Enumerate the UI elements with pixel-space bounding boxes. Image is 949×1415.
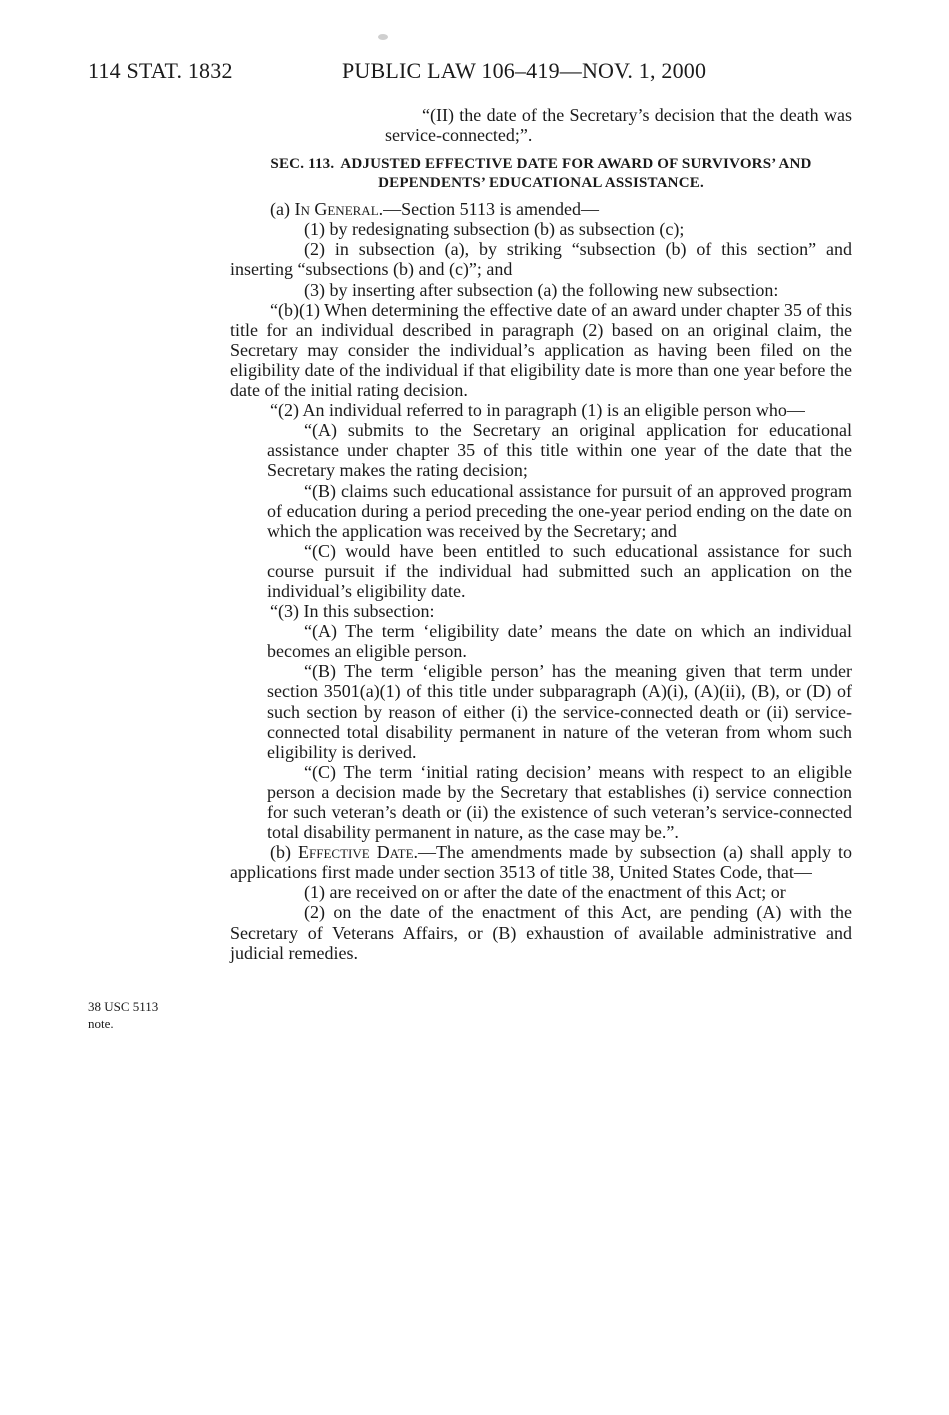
subsection-b-heading: Effective Date.	[298, 842, 419, 863]
subsection-a-heading: In General.	[294, 199, 384, 220]
page-body	[230, 105, 852, 963]
list-item: (1) are received on or after the date of the enactment of this Act; or	[304, 882, 786, 903]
margin-note-label: note.	[88, 1016, 114, 1031]
subsection-a-intro-text: —Section 5113 is amended—	[383, 199, 599, 220]
margin-note	[88, 998, 158, 1032]
list-item: “(B) The term ‘eligible person’ has the meaning given that term under section 3501(a)(1) of this title under subparagraph (A)(i), (A)(ii), (B), or (D) of such section by reason of either (i) the service-connected death or (ii) service-connected total disability permanent in nature of the veteran from whom such eligibility is derived.	[267, 661, 852, 762]
new-paragraph-b1: “(b)(1) When determining the effective date of an award under chapter 35 of this title for an individual described in paragraph (2) based on an original claim, the Secretary may consider the individual’s application as having been filed on the eligibility date of the individual if that eligibility date is more than one year before the date of the initial rating decision.	[230, 299, 852, 401]
subsection-b-designator: (b)	[270, 842, 291, 863]
subsection-a-items	[230, 219, 852, 299]
subsection-b-intro-text: —The amendments made by subsection (a) shall apply to applications first made under section 3513 of title 38, United States Code, that—	[230, 842, 853, 883]
subsection-b-intro	[230, 842, 852, 882]
stat-page-number: 114 STAT. 1832	[88, 58, 233, 83]
list-item: “(C) The term ‘initial rating decision’ means with respect to an eligible person a decision made by the Secretary that establishes (i) service connection for such veteran’s death or (ii) the existence of such veteran’s service-connected total disability permanent in nature, as the case may be.”.	[267, 761, 852, 843]
list-item: “(A) submits to the Secretary an original application for educational assistance under chapter 35 of this title within one year of the date that the Secretary makes the rating decision;	[267, 420, 852, 481]
paragraph-b2-items	[230, 420, 852, 601]
subsection-b-items	[230, 882, 852, 962]
list-item: (1) by redesignating subsection (b) as subsection (c);	[304, 219, 685, 240]
list-item: “(C) would have been entitled to such educational assistance for such course pursuit if the individual had submitted such an application on the individual’s eligibility date.	[267, 540, 852, 601]
margin-note-citation: 38 USC 5113	[88, 999, 159, 1014]
section-heading	[230, 155, 852, 193]
new-paragraph-b2-intro: “(2) An individual referred to in paragraph (1) is an eligible person who—	[270, 400, 805, 421]
list-item: (2) on the date of the enactment of this Act, are pending (A) with the Secretary of Veterans Affairs, or (B) exhaustion of available administrative and judicial remedies.	[230, 902, 852, 963]
subsection-a-intro	[230, 199, 852, 219]
page-mark	[378, 34, 388, 40]
paragraph-b3-items	[230, 621, 852, 842]
carryover-text: “(II) the date of the Secretary’s decision that the death was service-connected;”.	[385, 105, 852, 146]
section-title: ADJUSTED EFFECTIVE DATE FOR AWARD OF SURVIVORS’ AND DEPENDENTS’ EDUCATIONAL ASSISTANCE.	[340, 156, 812, 192]
list-item: “(A) The term ‘eligibility date’ means the date on which an individual becomes an eligible person.	[267, 621, 852, 662]
list-item: (2) in subsection (a), by striking “subsection (b) of this section” and inserting “subsections (b) and (c)”; and	[230, 239, 852, 280]
running-header: PUBLIC LAW 106–419—NOV. 1, 2000	[342, 58, 707, 83]
list-item: “(B) claims such educational assistance for pursuit of an approved program of education during a period preceding the one-year period ending on the date on which the application was received by the Secretary; and	[267, 480, 852, 541]
section-number: SEC. 113.	[270, 156, 335, 173]
subsection-a-designator: (a)	[270, 199, 290, 220]
new-paragraph-b3-intro: “(3) In this subsection:	[270, 601, 435, 622]
list-item: (3) by inserting after subsection (a) the following new subsection:	[304, 279, 779, 300]
carryover-block	[230, 105, 852, 145]
